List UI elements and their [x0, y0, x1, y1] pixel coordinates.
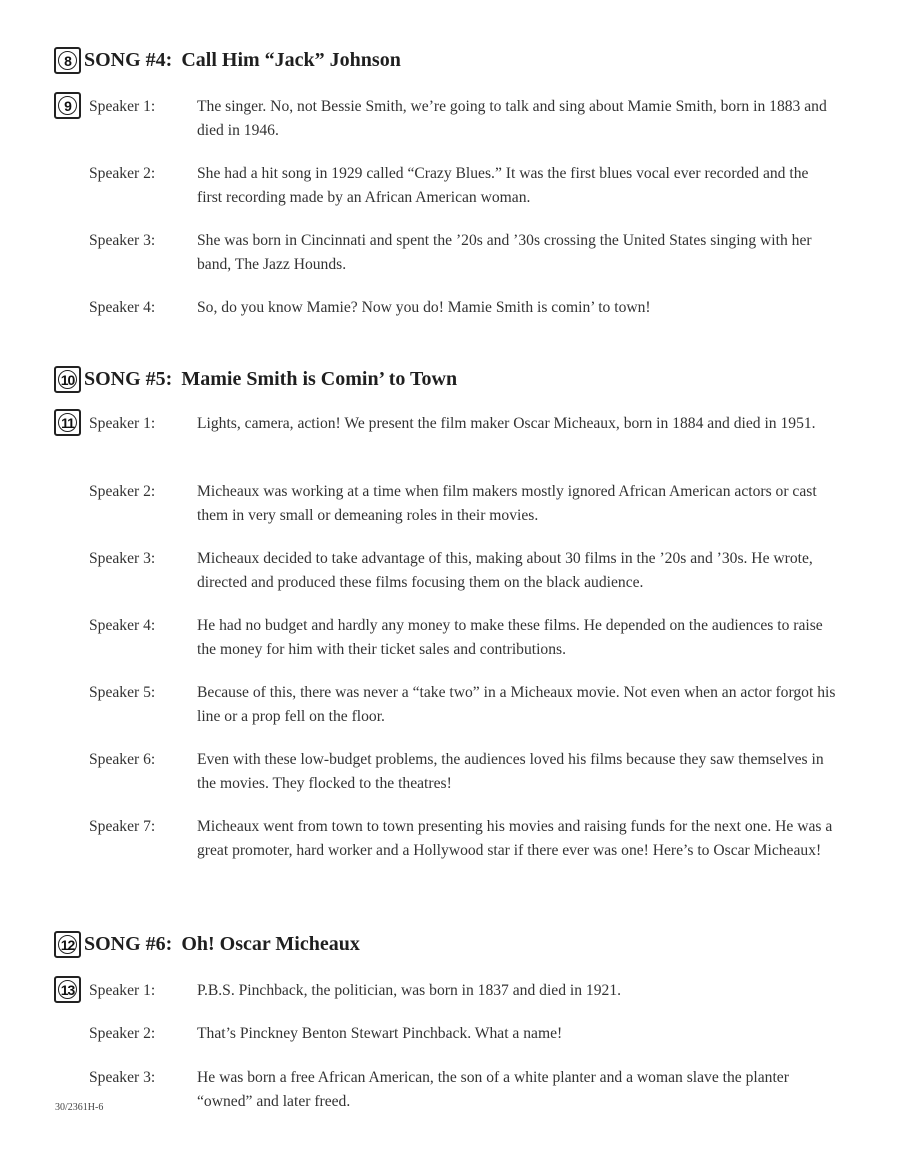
dialogue-text: Even with these low-budget problems, the audiences loved his films because they saw themselves in the movies. They flocked to the theatres! [197, 751, 824, 792]
dialogue-text: Micheaux went from town to town presenting his movies and raising funds for the next one. He was a great promoter, hard worker and a Hollywood star if there ever was one! Here’s to Oscar Micheaux! [197, 818, 833, 859]
dialogue-text: Lights, camera, action! We present the film maker Oscar Micheaux, born in 1884 and died in 1951. [197, 415, 816, 432]
dialogue-text: So, do you know Mamie? Now you do! Mamie Smith is comin’ to town! [197, 299, 651, 316]
song-title: Mamie Smith is Comin’ to Town [181, 368, 458, 390]
speaker-label: Speaker 2: [89, 1025, 156, 1042]
cue-marker: 10 [54, 366, 81, 393]
speaker-label: Speaker 3: [89, 550, 156, 567]
speaker-label: Speaker 4: [89, 617, 156, 634]
dialogue-text: The singer. No, not Bessie Smith, we’re going to talk and sing about Mamie Smith, born in 1883 and died in 1946. [197, 98, 827, 139]
dialogue-text: That’s Pinckney Benton Stewart Pinchback. What a name! [197, 1025, 563, 1042]
song-title: Call Him “Jack” Johnson [181, 49, 401, 71]
song-number: SONG #6: [84, 933, 173, 955]
dialogue-text: Because of this, there was never a “take two” in a Micheaux movie. Not even when an actor forgot his line or a prop fell on the floor. [197, 684, 836, 725]
speaker-label: Speaker 3: [89, 1069, 156, 1086]
dialogue-text: He had no budget and hardly any money to make these films. He depended on the audiences to raise the money for him with their ticket sales and contributions. [197, 617, 823, 658]
song-title: Oh! Oscar Micheaux [181, 933, 360, 955]
dialogue-text: Micheaux decided to take advantage of this, making about 30 films in the ’20s and ’30s. He wrote, directed and produced these films focusing them on the black audience. [197, 550, 813, 591]
speaker-label: Speaker 7: [89, 818, 156, 835]
song-heading [54, 931, 360, 958]
dialogue-text: She had a hit song in 1929 called “Crazy Blues.” It was the first blues vocal ever recorded and the first recording made by an African American woman. [197, 165, 809, 206]
cue-marker: 12 [54, 931, 81, 958]
speaker-label: Speaker 1: [89, 415, 156, 432]
song-heading [54, 47, 401, 74]
cue-marker: 9 [54, 92, 81, 119]
song-number: SONG #4: [84, 49, 173, 71]
song-number: SONG #5: [84, 368, 173, 390]
dialogue-text: She was born in Cincinnati and spent the ’20s and ’30s crossing the United States singing with her band, The Jazz Hounds. [197, 232, 812, 273]
dialogue-text: Micheaux was working at a time when film makers mostly ignored African American actors or cast them in very small or demeaning roles in their movies. [197, 483, 817, 524]
dialogue-text: He was born a free African American, the son of a white planter and a woman slave the planter “owned” and later freed. [197, 1069, 789, 1110]
speaker-label: Speaker 1: [89, 98, 156, 115]
cue-marker: 13 [54, 976, 81, 1003]
speaker-label: Speaker 3: [89, 232, 156, 249]
speaker-label: Speaker 4: [89, 299, 156, 316]
cue-marker: 8 [54, 47, 81, 74]
speaker-label: Speaker 2: [89, 483, 156, 500]
speaker-label: Speaker 2: [89, 165, 156, 182]
cue-marker: 11 [54, 409, 81, 436]
song-heading [54, 366, 457, 393]
speaker-label: Speaker 6: [89, 751, 156, 768]
dialogue-text: P.B.S. Pinchback, the politician, was born in 1837 and died in 1921. [197, 982, 622, 999]
speaker-label: Speaker 1: [89, 982, 156, 999]
catalog-number: 30/2361H-6 [55, 1102, 104, 1113]
speaker-label: Speaker 5: [89, 684, 156, 701]
